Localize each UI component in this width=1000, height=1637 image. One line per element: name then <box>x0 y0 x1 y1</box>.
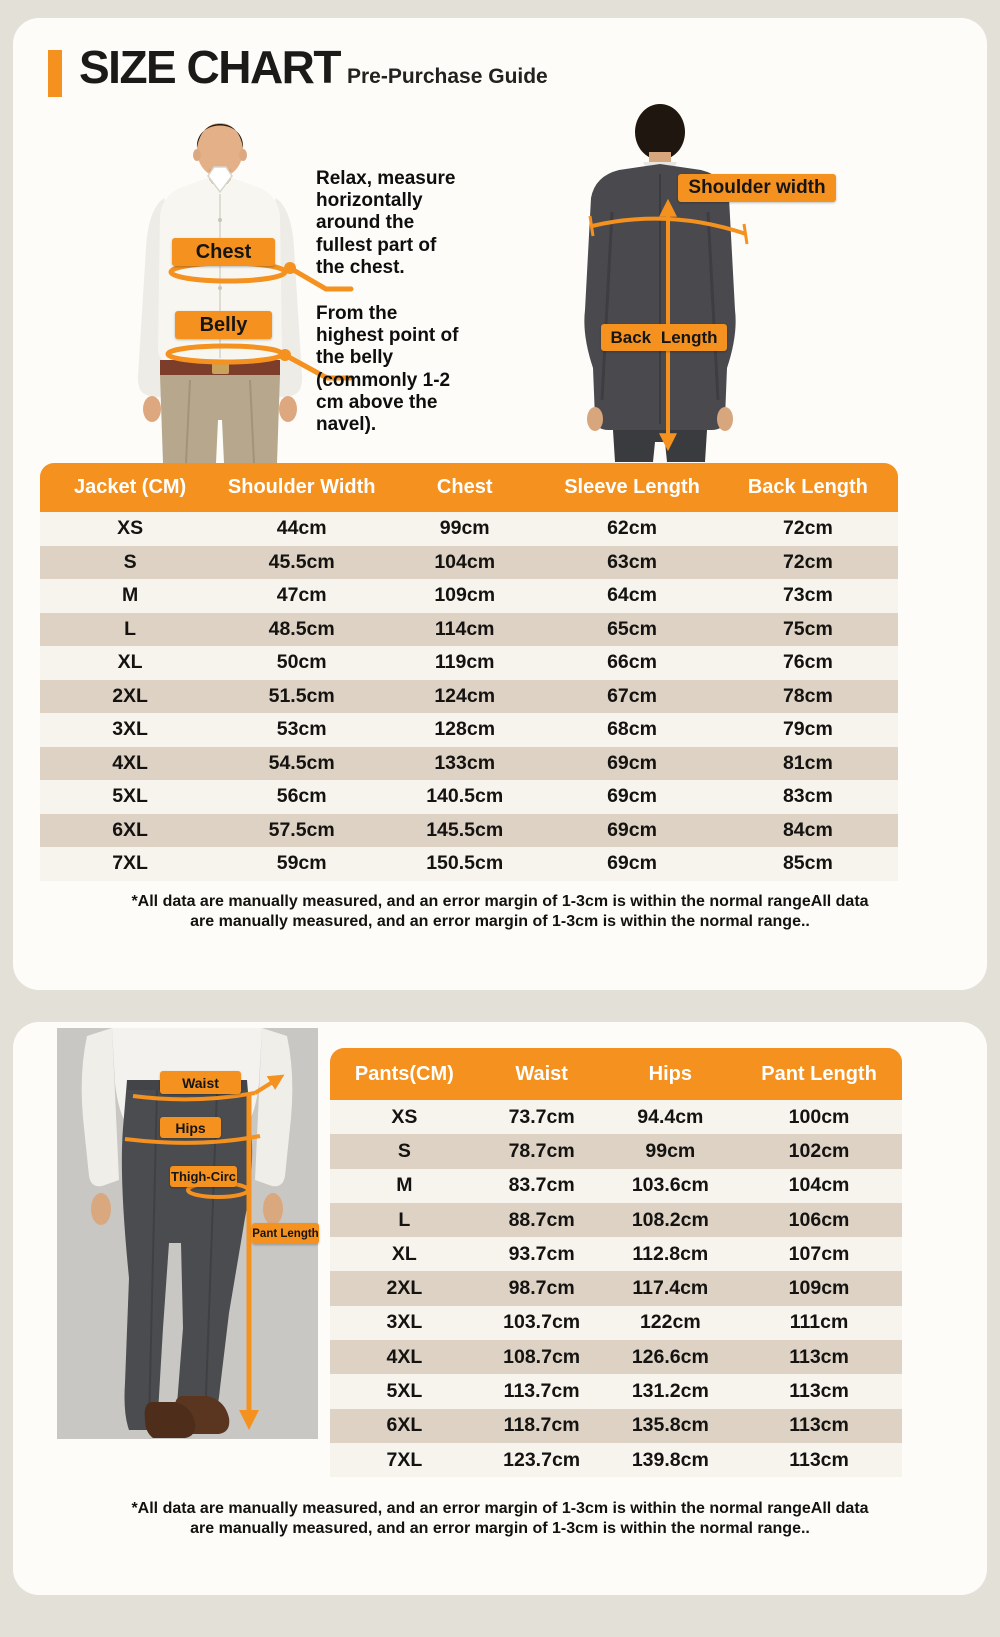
pants-table-row <box>330 1169 902 1203</box>
jacket-col-shoulder: Shoulder Width <box>227 476 376 498</box>
cell-back: 79cm <box>782 718 833 741</box>
thigh-circ-label-chip: Thigh-Circ <box>170 1166 237 1187</box>
cell-length: 113cm <box>789 1345 849 1368</box>
cell-length: 113cm <box>789 1414 849 1437</box>
cell-size: XL <box>117 651 143 674</box>
jacket-table-row <box>40 814 898 848</box>
cell-sleeve: 69cm <box>607 751 657 774</box>
jacket-table-row <box>40 546 898 580</box>
jacket-disclaimer-line2: are manually measured, and an error margin of 1-3cm is within the normal range.. <box>190 912 810 930</box>
jacket-table-row <box>40 713 898 747</box>
cell-waist: 88.7cm <box>508 1208 575 1231</box>
cell-hips: 94.4cm <box>637 1105 704 1128</box>
cell-shoulder: 51.5cm <box>268 684 335 707</box>
cell-size: 2XL <box>386 1277 423 1300</box>
cell-size: 5XL <box>112 785 148 808</box>
cell-size: 6XL <box>112 818 148 841</box>
jacket-table-row <box>40 613 898 647</box>
belly-measure-note: From the highest point of the belly (commonly 1-2 cm above the navel). <box>316 303 459 436</box>
cell-hips: 135.8cm <box>631 1414 709 1437</box>
jacket-size-table <box>40 463 898 881</box>
cell-size: S <box>123 550 137 573</box>
cell-hips: 117.4cm <box>632 1277 709 1300</box>
page-title: SIZE CHART <box>79 41 340 93</box>
cell-chest: 124cm <box>434 684 496 707</box>
pants-col-hips: Hips <box>648 1062 692 1085</box>
hips-label-chip: Hips <box>160 1117 221 1138</box>
cell-sleeve: 69cm <box>607 852 657 875</box>
cell-waist: 113.7cm <box>503 1380 580 1403</box>
cell-size: XS <box>391 1105 418 1128</box>
cell-sleeve: 67cm <box>607 684 657 707</box>
waist-label-chip: Waist <box>160 1071 241 1094</box>
cell-back: 76cm <box>782 651 833 674</box>
cell-chest: 114cm <box>434 617 495 640</box>
pants-table-header <box>330 1048 902 1100</box>
pants-size-card <box>13 1022 987 1595</box>
cell-hips: 103.6cm <box>631 1174 709 1197</box>
cell-hips: 99cm <box>645 1139 696 1162</box>
cell-size: XL <box>391 1242 417 1265</box>
cell-waist: 103.7cm <box>503 1311 581 1334</box>
cell-chest: 128cm <box>434 718 496 741</box>
cell-waist: 108.7cm <box>503 1345 581 1368</box>
cell-chest: 99cm <box>439 517 490 540</box>
jacket-col-back: Back Length <box>747 476 868 498</box>
cell-size: 5XL <box>386 1380 423 1403</box>
pants-col-waist: Waist <box>515 1062 568 1085</box>
cell-shoulder: 44cm <box>276 517 327 540</box>
cell-waist: 83.7cm <box>508 1174 575 1197</box>
jacket-table-row <box>40 512 898 546</box>
jacket-col-sleeve: Sleeve Length <box>564 476 700 498</box>
pants-table-row <box>330 1271 902 1305</box>
jacket-table-row <box>40 847 898 881</box>
cell-hips: 139.8cm <box>631 1448 709 1471</box>
cell-sleeve: 65cm <box>607 617 657 640</box>
cell-hips: 122cm <box>639 1311 701 1334</box>
cell-hips: 108.2cm <box>631 1208 709 1231</box>
pants-size-table <box>330 1048 902 1477</box>
jacket-table-row <box>40 646 898 680</box>
jacket-table-row <box>40 780 898 814</box>
jacket-disclaimer <box>13 892 987 931</box>
cell-back: 73cm <box>782 584 833 607</box>
cell-back: 83cm <box>782 785 833 808</box>
cell-waist: 98.7cm <box>508 1277 575 1300</box>
cell-shoulder: 45.5cm <box>268 550 335 573</box>
cell-chest: 104cm <box>434 550 496 573</box>
cell-length: 104cm <box>788 1174 850 1197</box>
pants-table-rows <box>330 1100 902 1477</box>
jacket-table-row <box>40 579 898 613</box>
cell-length: 100cm <box>788 1105 850 1128</box>
title-accent-bar <box>48 50 62 97</box>
pants-disclaimer <box>13 1499 987 1538</box>
cell-shoulder: 53cm <box>276 718 327 741</box>
page-header <box>79 40 548 94</box>
cell-sleeve: 69cm <box>607 785 657 808</box>
cell-back: 75cm <box>782 617 833 640</box>
cell-length: 102cm <box>788 1139 850 1162</box>
cell-chest: 150.5cm <box>426 852 504 875</box>
cell-length: 111cm <box>789 1311 849 1334</box>
back-length-label-chip: Back Length <box>601 324 727 351</box>
cell-size: L <box>124 617 137 640</box>
cell-waist: 73.7cm <box>508 1105 575 1128</box>
cell-size: 7XL <box>386 1448 423 1471</box>
cell-back: 84cm <box>782 818 833 841</box>
cell-chest: 140.5cm <box>426 785 504 808</box>
cell-back: 85cm <box>782 852 833 875</box>
cell-length: 113cm <box>789 1380 849 1403</box>
pants-table-row <box>330 1306 902 1340</box>
cell-shoulder: 57.5cm <box>268 818 335 841</box>
cell-back: 81cm <box>782 751 833 774</box>
cell-size: 4XL <box>112 751 148 774</box>
pants-table-row <box>330 1100 902 1134</box>
pants-col-length: Pant Length <box>761 1062 877 1085</box>
cell-waist: 93.7cm <box>508 1242 575 1265</box>
cell-hips: 131.2cm <box>631 1380 709 1403</box>
jacket-table-rows <box>40 512 898 881</box>
pants-table-row <box>330 1237 902 1271</box>
cell-shoulder: 50cm <box>276 651 327 674</box>
cell-length: 107cm <box>788 1242 850 1265</box>
cell-hips: 112.8cm <box>632 1242 709 1265</box>
cell-hips: 126.6cm <box>631 1345 709 1368</box>
cell-shoulder: 56cm <box>276 785 327 808</box>
cell-size: L <box>398 1208 411 1231</box>
page-subtitle: Pre-Purchase Guide <box>347 65 548 88</box>
jacket-size-card <box>13 18 987 990</box>
cell-sleeve: 69cm <box>607 818 657 841</box>
pants-table-row <box>330 1374 902 1408</box>
cell-size: 7XL <box>112 852 148 875</box>
cell-waist: 78.7cm <box>508 1139 575 1162</box>
cell-shoulder: 48.5cm <box>268 617 335 640</box>
pants-disclaimer-line1: *All data are manually measured, and an error margin of 1-3cm is within the normal rangeAll data <box>131 1500 869 1517</box>
cell-size: XS <box>117 517 144 540</box>
jacket-table-row <box>40 747 898 781</box>
pants-table-row <box>330 1409 902 1443</box>
cell-sleeve: 66cm <box>607 651 657 674</box>
cell-sleeve: 63cm <box>607 550 657 573</box>
cell-size: M <box>121 584 139 607</box>
cell-shoulder: 54.5cm <box>268 751 335 774</box>
shoulder-width-label-chip: Shoulder width <box>678 174 836 202</box>
cell-back: 72cm <box>782 550 833 573</box>
cell-shoulder: 59cm <box>276 852 327 875</box>
cell-size: 4XL <box>386 1345 423 1368</box>
cell-waist: 118.7cm <box>503 1414 580 1437</box>
cell-length: 109cm <box>788 1277 850 1300</box>
cell-waist: 123.7cm <box>503 1448 581 1471</box>
pants-disclaimer-line2: are manually measured, and an error margin of 1-3cm is within the normal range.. <box>190 1519 810 1537</box>
cell-size: S <box>397 1139 411 1162</box>
cell-chest: 145.5cm <box>426 818 504 841</box>
pants-table-row <box>330 1340 902 1374</box>
jacket-disclaimer-line1: *All data are manually measured, and an error margin of 1-3cm is within the normal rangeAll data <box>131 893 869 910</box>
cell-sleeve: 62cm <box>607 517 657 540</box>
cell-size: M <box>396 1174 413 1197</box>
cell-back: 72cm <box>782 517 833 540</box>
cell-shoulder: 47cm <box>276 584 327 607</box>
jacket-table-header <box>40 463 898 512</box>
cell-size: 2XL <box>112 684 148 707</box>
jacket-table-row <box>40 680 898 714</box>
chest-label-chip: Chest <box>172 238 275 266</box>
pants-table-row <box>330 1203 902 1237</box>
back-model-illustration <box>555 100 765 462</box>
cell-chest: 133cm <box>434 751 496 774</box>
cell-chest: 119cm <box>434 651 495 674</box>
jacket-col-size: Jacket (CM) <box>73 476 187 498</box>
cell-chest: 109cm <box>434 584 496 607</box>
pants-col-size: Pants(CM) <box>354 1062 454 1085</box>
cell-sleeve: 68cm <box>607 718 657 741</box>
belly-label-chip: Belly <box>175 311 272 339</box>
jacket-col-chest: Chest <box>436 476 493 498</box>
cell-size: 3XL <box>386 1311 423 1334</box>
cell-size: 3XL <box>112 718 148 741</box>
front-model-illustration <box>120 108 320 463</box>
cell-back: 78cm <box>782 684 833 707</box>
chest-measure-note: Relax, measure horizontally around the fullest part of the chest. <box>316 168 456 278</box>
pants-table-row <box>330 1134 902 1168</box>
cell-length: 113cm <box>789 1448 849 1471</box>
pant-length-label-chip: Pant Length <box>252 1223 319 1244</box>
cell-length: 106cm <box>788 1208 850 1231</box>
pants-table-row <box>330 1443 902 1477</box>
cell-size: 6XL <box>386 1414 423 1437</box>
cell-sleeve: 64cm <box>607 584 657 607</box>
